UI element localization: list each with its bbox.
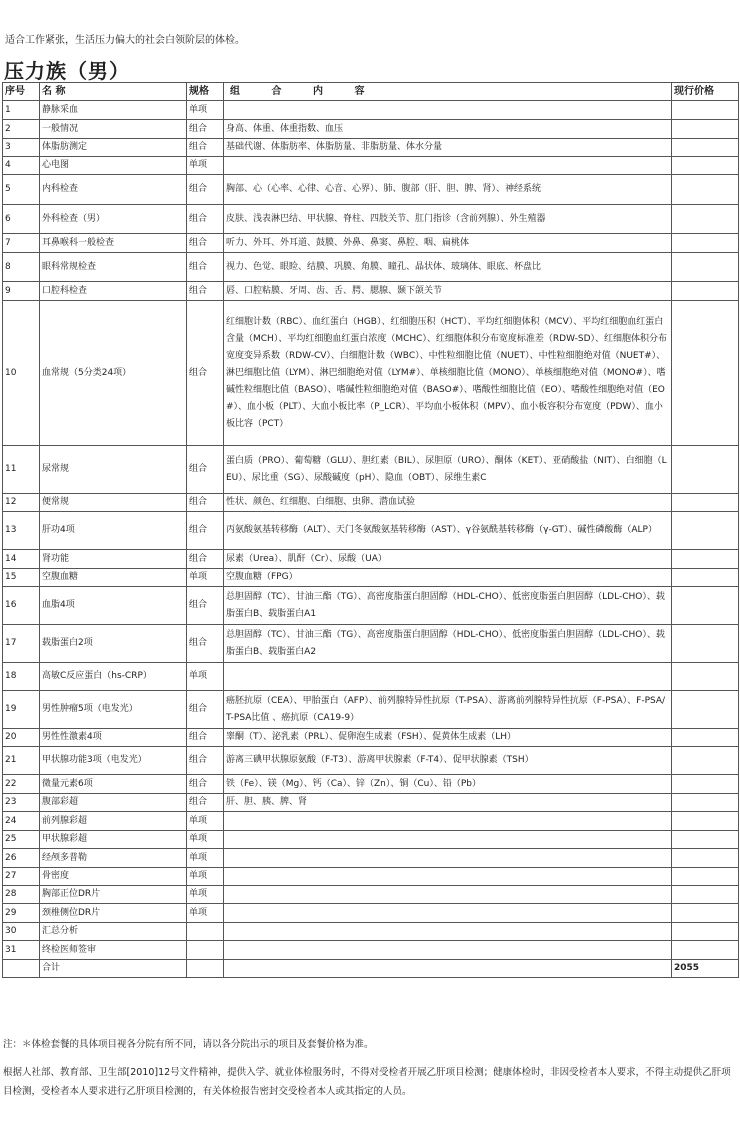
row-name: 腹部彩超	[40, 794, 187, 812]
row-no: 25	[3, 831, 40, 849]
row-type: 组合	[187, 139, 224, 157]
row-name: 口腔科检查	[40, 282, 187, 301]
row-price	[672, 157, 739, 175]
row-no: 17	[3, 625, 40, 663]
row-no: 28	[3, 886, 40, 904]
row-price	[672, 691, 739, 729]
row-type: 组合	[187, 512, 224, 550]
row-name: 心电图	[40, 157, 187, 175]
row-no	[3, 960, 40, 978]
row-name: 空腹血糖	[40, 569, 187, 587]
row-name: 甲状腺功能3项（电发光）	[40, 747, 187, 775]
row-no: 6	[3, 205, 40, 234]
table-row	[3, 729, 739, 747]
row-content: 视力、色觉、眼睑、结膜、巩膜、角膜、瞳孔、晶状体、玻璃体、眼底、杯盘比	[224, 253, 672, 282]
row-price	[672, 812, 739, 831]
row-content: 皮肤、浅表淋巴结、甲状腺、脊柱、四肢关节、肛门指诊（含前列腺）、外生殖器	[224, 205, 672, 234]
row-type: 组合	[187, 494, 224, 512]
row-content	[224, 849, 672, 868]
row-content: 尿素（Urea）、肌酐（Cr）、尿酸（UA）	[224, 550, 672, 569]
table-row	[3, 587, 739, 625]
table-row	[3, 157, 739, 175]
row-name: 合计	[40, 960, 187, 978]
row-price	[672, 139, 739, 157]
row-content	[224, 868, 672, 886]
row-no: 19	[3, 691, 40, 729]
row-no: 24	[3, 812, 40, 831]
row-price	[672, 301, 739, 446]
row-no: 30	[3, 923, 40, 941]
table-row	[3, 301, 739, 446]
table-row	[3, 775, 739, 794]
row-content	[224, 831, 672, 849]
row-content: 总胆固醇（TC）、甘油三酯（TG）、高密度脂蛋白胆固醇（HDL-CHO）、低密度脂蛋白胆固醇（LDL-CHO）、载脂蛋白B、载脂蛋白A2	[224, 625, 672, 663]
row-price	[672, 550, 739, 569]
row-name: 男性肿瘤5项（电发光）	[40, 691, 187, 729]
row-type: 组合	[187, 794, 224, 812]
row-no: 23	[3, 794, 40, 812]
row-name: 载脂蛋白2项	[40, 625, 187, 663]
row-price	[672, 775, 739, 794]
row-type: 组合	[187, 587, 224, 625]
row-no: 2	[3, 120, 40, 139]
row-no: 18	[3, 663, 40, 691]
table-row	[3, 550, 739, 569]
row-no: 1	[3, 101, 40, 120]
header-price: 现行价格	[672, 83, 739, 101]
row-price	[672, 569, 739, 587]
row-content: 游离三碘甲状腺原氨酸（F-T3）、游离甲状腺素（F-T4）、促甲状腺素（TSH）	[224, 747, 672, 775]
row-name: 内科检查	[40, 175, 187, 205]
row-price	[672, 747, 739, 775]
row-name: 静脉采血	[40, 101, 187, 120]
row-name: 颈椎侧位DR片	[40, 904, 187, 923]
row-no: 13	[3, 512, 40, 550]
row-content	[224, 812, 672, 831]
row-price: 2055	[672, 960, 739, 978]
row-price	[672, 941, 739, 960]
row-type	[187, 923, 224, 941]
row-price	[672, 205, 739, 234]
row-content: 基础代谢、体脂肪率、体脂肪量、非脂肪量、体水分量	[224, 139, 672, 157]
table-row	[3, 494, 739, 512]
row-no: 7	[3, 234, 40, 253]
row-price	[672, 120, 739, 139]
table-row	[3, 886, 739, 904]
row-name: 外科检查（男）	[40, 205, 187, 234]
table-row	[3, 205, 739, 234]
row-no: 22	[3, 775, 40, 794]
row-type: 组合	[187, 775, 224, 794]
row-name: 肝功4项	[40, 512, 187, 550]
row-name: 尿常规	[40, 446, 187, 494]
table-row	[3, 691, 739, 729]
row-no: 3	[3, 139, 40, 157]
row-type: 组合	[187, 691, 224, 729]
table-row	[3, 904, 739, 923]
table-header-row	[3, 83, 739, 101]
row-price	[672, 794, 739, 812]
row-name: 高敏C反应蛋白（hs-CRP）	[40, 663, 187, 691]
row-type: 组合	[187, 253, 224, 282]
row-price	[672, 904, 739, 923]
row-type: 单项	[187, 812, 224, 831]
legal-notice: 根据人社部、教育部、卫生部[2010]12号文件精神，提供入学、就业体检服务时，不得对受检者开展乙肝项目检测；健康体检时，非因受检者本人要求，不得主动提供乙肝项目检测，受检者本人要求进行乙肝项目检测的，有关体检报告密封交受检者本人或其指定的人员。	[3, 1067, 731, 1097]
table-row	[3, 794, 739, 812]
row-price	[672, 831, 739, 849]
row-no: 5	[3, 175, 40, 205]
row-no: 16	[3, 587, 40, 625]
header-content: 组 合 内 容	[224, 83, 672, 101]
row-content: 空腹血糖（FPG）	[224, 569, 672, 587]
row-price	[672, 729, 739, 747]
table-row	[3, 512, 739, 550]
table-row	[3, 234, 739, 253]
row-price	[672, 282, 739, 301]
row-content: 癌胚抗原（CEA）、甲胎蛋白（AFP）、前列腺特异性抗原（T-PSA）、游离前列腺特异性抗原（F-PSA）、F-PSA/T-PSA比值 、癌抗原（CA19-9）	[224, 691, 672, 729]
row-name: 前列腺彩超	[40, 812, 187, 831]
row-name: 经颅多普勒	[40, 849, 187, 868]
row-type: 单项	[187, 904, 224, 923]
row-content: 睾酮（T）、泌乳素（PRL）、促卵泡生成素（FSH）、促黄体生成素（LH）	[224, 729, 672, 747]
row-content	[224, 663, 672, 691]
row-price	[672, 446, 739, 494]
row-content: 身高、体重、体重指数、血压	[224, 120, 672, 139]
row-content	[224, 157, 672, 175]
row-no: 15	[3, 569, 40, 587]
row-content: 肝、胆、胰、脾、肾	[224, 794, 672, 812]
row-content	[224, 923, 672, 941]
row-content: 听力、外耳、外耳道、鼓膜、外鼻、鼻窦、鼻腔、咽、扁桃体	[224, 234, 672, 253]
row-type: 组合	[187, 205, 224, 234]
row-type: 组合	[187, 282, 224, 301]
table-row	[3, 120, 739, 139]
row-price	[672, 175, 739, 205]
row-type	[187, 960, 224, 978]
row-type: 单项	[187, 849, 224, 868]
table-row	[3, 849, 739, 868]
row-no: 14	[3, 550, 40, 569]
row-name: 甲状腺彩超	[40, 831, 187, 849]
row-content	[224, 941, 672, 960]
row-no: 20	[3, 729, 40, 747]
row-name: 一般情况	[40, 120, 187, 139]
row-no: 9	[3, 282, 40, 301]
row-type: 组合	[187, 625, 224, 663]
row-content	[224, 904, 672, 923]
row-name: 便常规	[40, 494, 187, 512]
row-type: 单项	[187, 663, 224, 691]
table-row	[3, 282, 739, 301]
row-type: 组合	[187, 120, 224, 139]
table-row	[3, 101, 739, 120]
row-name: 耳鼻喉科一般检查	[40, 234, 187, 253]
row-type: 组合	[187, 175, 224, 205]
table-row	[3, 868, 739, 886]
row-no: 29	[3, 904, 40, 923]
table-row	[3, 446, 739, 494]
row-name: 男性性激素4项	[40, 729, 187, 747]
row-no: 12	[3, 494, 40, 512]
footnote: 注：＊体检套餐的具体项目视各分院有所不同，请以各分院出示的项目及套餐价格为准。	[3, 1039, 374, 1050]
row-price	[672, 868, 739, 886]
table-row	[3, 923, 739, 941]
row-price	[672, 512, 739, 550]
row-name: 血常规（5分类24项）	[40, 301, 187, 446]
package-title: 压力族（男）	[4, 59, 130, 83]
row-no: 8	[3, 253, 40, 282]
table-row	[3, 253, 739, 282]
row-price	[672, 587, 739, 625]
row-name: 胸部正位DR片	[40, 886, 187, 904]
row-type: 单项	[187, 831, 224, 849]
row-name: 骨密度	[40, 868, 187, 886]
row-price	[672, 253, 739, 282]
header-type: 规格	[187, 83, 224, 101]
table-row	[3, 941, 739, 960]
table-row	[3, 139, 739, 157]
row-content: 蛋白质（PRO）、葡萄糖（GLU）、胆红素（BIL）、尿胆原（URO）、酮体（KET）、亚硝酸盐（NIT）、白细胞（LEU）、尿比重（SG）、尿酸碱度（pH）、隐血（OBT）、尿维生素C	[224, 446, 672, 494]
row-type	[187, 941, 224, 960]
row-no: 27	[3, 868, 40, 886]
package-table	[2, 82, 739, 978]
row-type: 组合	[187, 301, 224, 446]
row-no: 10	[3, 301, 40, 446]
row-content: 性状、颜色、红细胞、白细胞、虫卵、潜血试验	[224, 494, 672, 512]
row-content	[224, 101, 672, 120]
table-row	[3, 812, 739, 831]
row-name: 肾功能	[40, 550, 187, 569]
row-name: 终检医师签审	[40, 941, 187, 960]
package-intro: 适合工作紧张，生活压力偏大的社会白领阶层的体检。	[5, 35, 245, 46]
row-type: 组合	[187, 729, 224, 747]
table-row	[3, 175, 739, 205]
row-content: 唇、口腔粘膜、牙周、齿、舌、腭、腮腺、颞下颌关节	[224, 282, 672, 301]
row-name: 体脂肪测定	[40, 139, 187, 157]
row-price	[672, 886, 739, 904]
table-row	[3, 747, 739, 775]
row-content: 总胆固醇（TC）、甘油三酯（TG）、高密度脂蛋白胆固醇（HDL-CHO）、低密度脂蛋白胆固醇（LDL-CHO）、载脂蛋白B、载脂蛋白A1	[224, 587, 672, 625]
row-name: 微量元素6项	[40, 775, 187, 794]
row-no: 4	[3, 157, 40, 175]
row-price	[672, 234, 739, 253]
row-type: 单项	[187, 868, 224, 886]
row-no: 21	[3, 747, 40, 775]
row-price	[672, 494, 739, 512]
row-content: 丙氨酸氨基转移酶（ALT）、天门冬氨酸氨基转移酶（AST）、γ谷氨酰基转移酶（γ-GT）、碱性磷酸酶（ALP）	[224, 512, 672, 550]
row-price	[672, 923, 739, 941]
row-content: 胸部、心（心率、心律、心音、心界）、肺、腹部（肝、胆、脾、肾）、神经系统	[224, 175, 672, 205]
row-price	[672, 625, 739, 663]
row-no: 31	[3, 941, 40, 960]
row-price	[672, 849, 739, 868]
table-row	[3, 831, 739, 849]
table-row	[3, 569, 739, 587]
table-row	[3, 663, 739, 691]
header-name: 名 称	[40, 83, 187, 101]
table-row	[3, 625, 739, 663]
row-name: 汇总分析	[40, 923, 187, 941]
header-no: 序号	[3, 83, 40, 101]
row-type: 组合	[187, 446, 224, 494]
table-row	[3, 960, 739, 978]
row-name: 血脂4项	[40, 587, 187, 625]
row-type: 组合	[187, 747, 224, 775]
row-type: 单项	[187, 886, 224, 904]
row-content	[224, 960, 672, 978]
row-name: 眼科常规检查	[40, 253, 187, 282]
row-price	[672, 101, 739, 120]
row-content: 红细胞计数（RBC）、血红蛋白（HGB）、红细胞压积（HCT）、平均红细胞体积（MCV）、平均红细胞血红蛋白含量（MCH）、平均红细胞血红蛋白浓度（MCHC）、红细胞体积分布宽度标准差（RDW-SD）、红细胞体积分布宽度变异系数（RDW-CV）、白细胞计数（WBC）、中性粒细胞比值（NUET）、中性粒细胞绝对值（NUET#）、淋巴细胞比值（LYM）、淋巴细胞绝对值（LYM#）、单核细胞比值（MONO）、单核细胞绝对值（MONO#）、嗜碱性粒细胞比值（BASO）、嗜碱性粒细胞绝对值（BASO#）、嗜酸性细胞比值（EO）、嗜酸性细胞绝对值（EO#）、血小板（PLT）、大血小板比率（P_LCR）、平均血小板体积（MPV）、血小板容积分布宽度（PDW）、血小板比容（PCT）	[224, 301, 672, 446]
row-no: 26	[3, 849, 40, 868]
row-type: 组合	[187, 234, 224, 253]
row-no: 11	[3, 446, 40, 494]
row-type: 单项	[187, 101, 224, 120]
row-type: 单项	[187, 157, 224, 175]
row-type: 组合	[187, 550, 224, 569]
row-type: 单项	[187, 569, 224, 587]
row-price	[672, 663, 739, 691]
row-content	[224, 886, 672, 904]
row-content: 铁（Fe）、镁（Mg）、钙（Ca）、锌（Zn）、铜（Cu）、铅（Pb）	[224, 775, 672, 794]
